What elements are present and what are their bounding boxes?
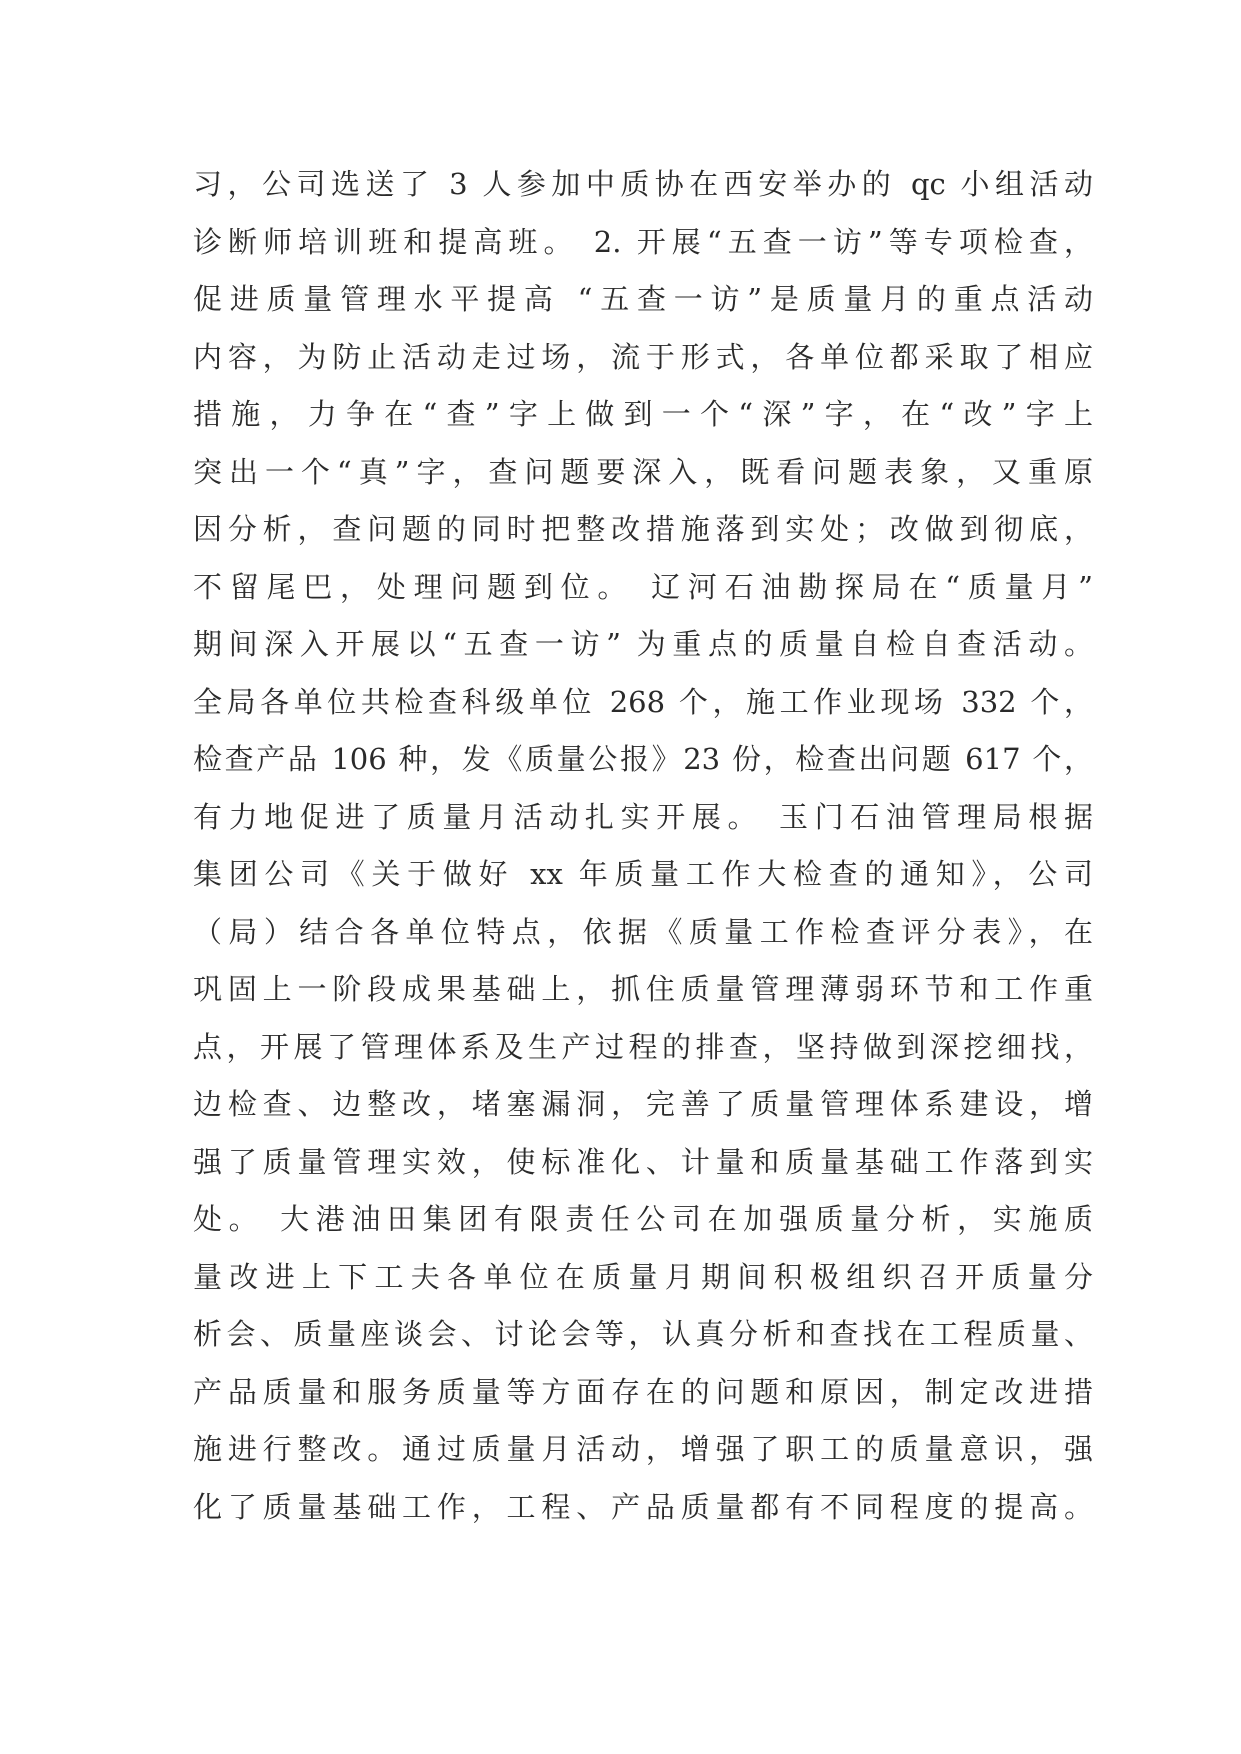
text-line: 量改进上下工夫各单位在质量月期间积极组织召开质量分 (193, 1259, 1093, 1294)
text-line: 处。 大港油田集团有限责任公司在加强质量分析，实施质 (193, 1202, 1093, 1236)
body-text (193, 156, 1093, 1536)
text-line: （局）结合各单位特点，依据《质量工作检查评分表》，在 (193, 914, 1093, 949)
text-line: 边检查、边整改，堵塞漏洞，完善了质量管理体系建设，增 (193, 1087, 1093, 1121)
text-line: 期间深入开展以“五查一访” 为重点的质量自检自查活动。 (193, 627, 1093, 661)
text-line: 内容，为防止活动走过场，流于形式，各单位都采取了相应 (193, 339, 1093, 374)
text-line: 突出一个“真”字，查问题要深入，既看问题表象，又重原 (193, 454, 1093, 489)
text-line: 不留尾巴，处理问题到位。 辽河石油勘探局在“质量月” (193, 569, 1093, 604)
text-line: 化了质量基础工作，工程、产品质量都有不同程度的提高。 (193, 1489, 1093, 1524)
text-line: 诊断师培训班和提高班。 2. 开展“五查一访”等专项检查， (193, 224, 1093, 259)
text-line: 析会、质量座谈会、讨论会等，认真分析和查找在工程质量、 (193, 1317, 1093, 1351)
text-line: 促进质量管理水平提高 “五查一访”是质量月的重点活动 (193, 282, 1093, 316)
text-line: 有力地促进了质量月活动扎实开展。 玉门石油管理局根据 (193, 799, 1093, 834)
text-line: 集团公司《关于做好 xx 年质量工作大检查的通知》，公司 (193, 857, 1093, 891)
text-line: 习，公司选送了 3 人参加中质协在西安举办的 qc 小组活动 (193, 167, 1093, 201)
text-line: 施进行整改。通过质量月活动，增强了职工的质量意识，强 (193, 1432, 1093, 1466)
text-line: 检查产品 106 种，发《质量公报》23 份，检查出问题 617 个， (193, 742, 1093, 776)
text-line: 强了质量管理实效，使标准化、计量和质量基础工作落到实 (193, 1144, 1093, 1179)
text-line: 产品质量和服务质量等方面存在的问题和原因，制定改进措 (193, 1374, 1093, 1409)
text-line: 措施，力争在“查”字上做到一个“深”字，在“改”字上 (193, 397, 1093, 431)
text-line: 巩固上一阶段成果基础上，抓住质量管理薄弱环节和工作重 (193, 972, 1093, 1006)
text-line: 全局各单位共检查科级单位 268 个，施工作业现场 332 个， (193, 684, 1093, 719)
text-line: 因分析，查问题的同时把整改措施落到实处；改做到彻底， (193, 512, 1093, 546)
text-line: 点，开展了管理体系及生产过程的排查，坚持做到深挖细找， (193, 1029, 1093, 1064)
